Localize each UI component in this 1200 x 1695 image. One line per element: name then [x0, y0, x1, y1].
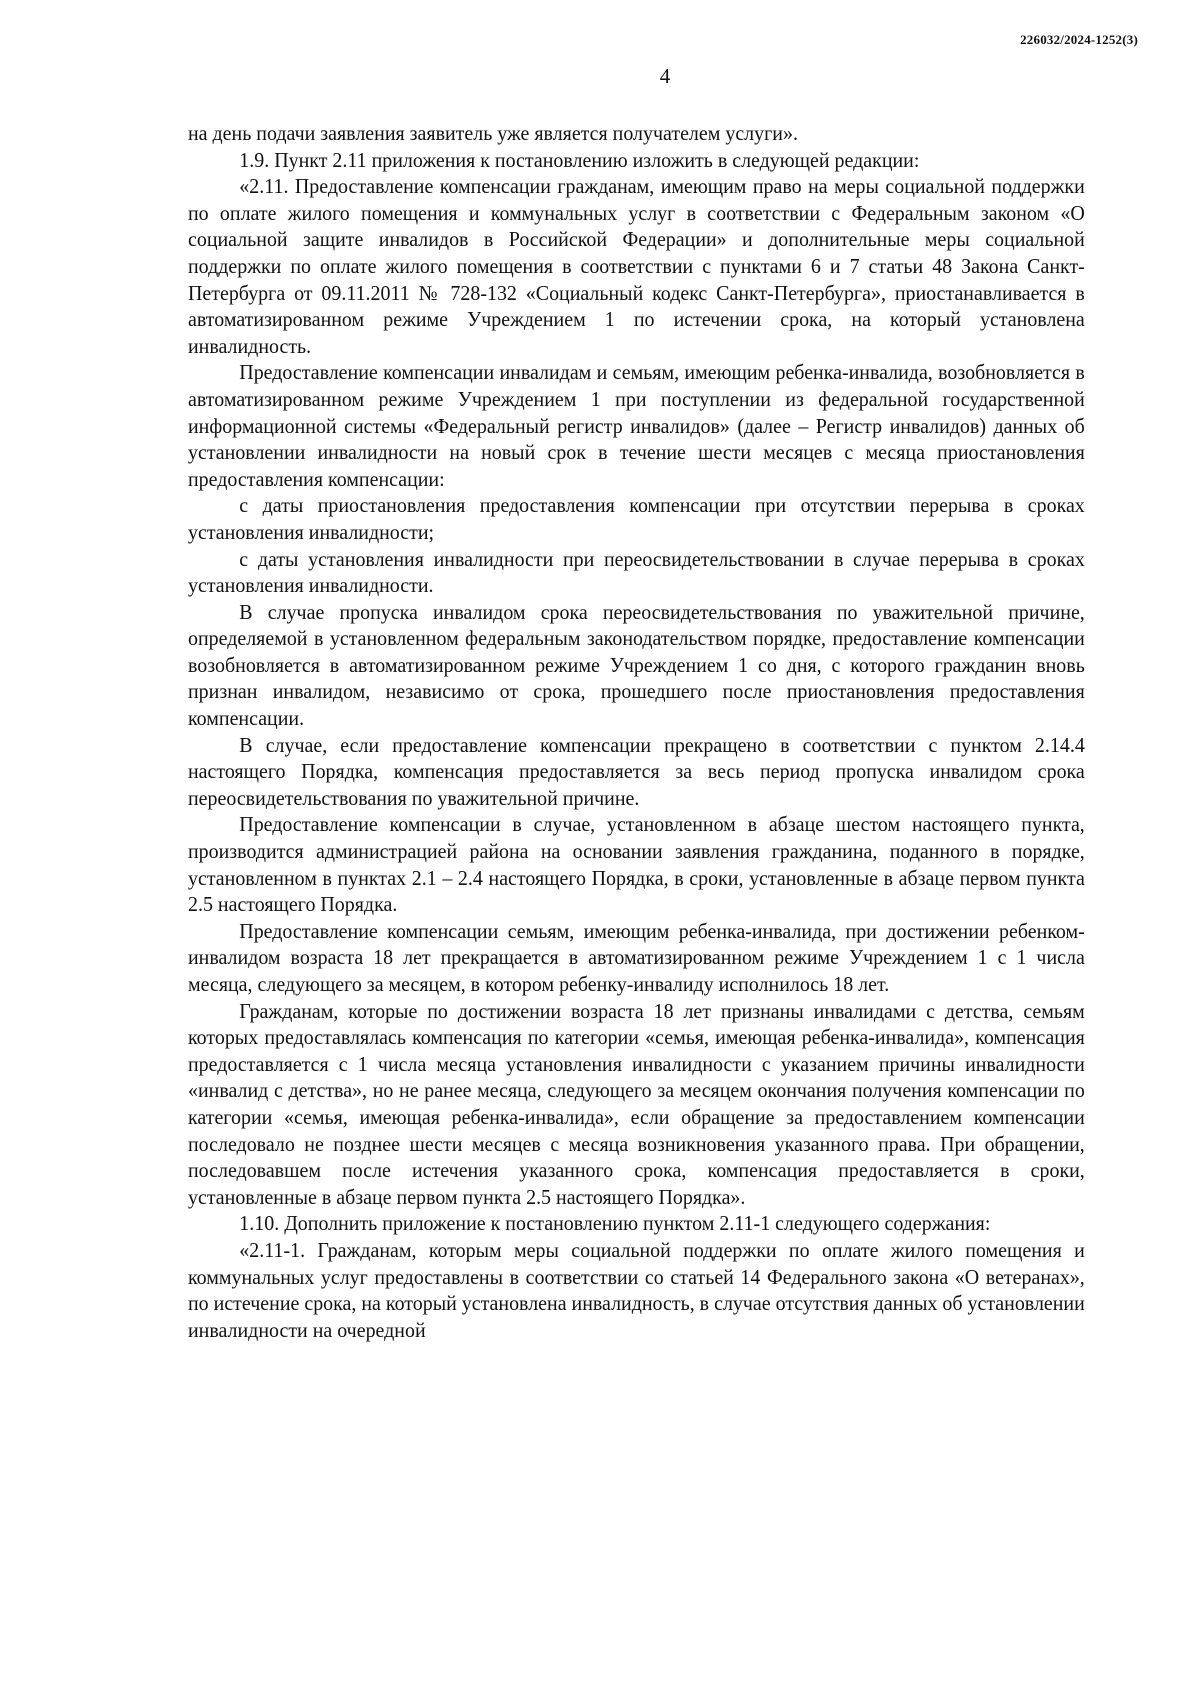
document-registration-number: 226032/2024-1252(3) [1020, 32, 1138, 47]
paragraph: «2.11-1. Гражданам, которым меры социальной поддержки по оплате жилого помещения и коммунальных услуг предоставлены в соответствии со статьей 14 Федерального закона «О ветеранах», по истечение срока, на который установлена инвалидность, в случае отсутствия данных об установлении инвалидности на очередной [188, 1237, 1085, 1342]
paragraph: с даты установления инвалидности при переосвидетельствовании в случае перерыва в сроках установления инвалидности. [188, 546, 1085, 598]
paragraph: «2.11. Предоставление компенсации гражданам, имеющим право на меры социальной поддержки по оплате жилого помещения и коммунальных услуг в соответствии с Федеральным законом «О социальной защите инвалидов в Российской Федерации» и дополнительные меры социальной поддержки по оплате жилого помещения в соответствии с пунктами 6 и 7 статьи 48 Закона Санкт-Петербурга от 09.11.2011 № 728-132 «Социальный кодекс Санкт-Петербурга», приостанавливается в автоматизированном режиме Учреждением 1 по истечении срока, на который установлена инвалидность. [188, 174, 1085, 358]
paragraph: Предоставление компенсации инвалидам и семьям, имеющим ребенка-инвалида, возобновляется в автоматизированном режиме Учреждением 1 при поступлении из федеральной государственной информационной системы «Федеральный регистр инвалидов» (далее – Регистр инвалидов) данных об установлении инвалидности на новый срок в течение шести месяцев с месяца приостановления предоставления компенсации: [188, 360, 1085, 491]
page-number: 4 [659, 64, 671, 88]
paragraph: 1.9. Пункт 2.11 приложения к постановлению изложить в следующей редакции: [239, 147, 920, 172]
paragraph: с даты приостановления предоставления компенсации при отсутствии перерыва в сроках установления инвалидности; [188, 493, 1085, 544]
document-body [188, 120, 1085, 1343]
paragraph: В случае, если предоставление компенсации прекращено в соответствии с пунктом 2.14.4 настоящего Порядка, компенсация предоставляется за весь период пропуска инвалидом срока переосвидетельствования по уважительной причине. [188, 732, 1085, 810]
paragraph: В случае пропуска инвалидом срока переосвидетельствования по уважительной причине, определяемой в установленном федеральным законодательством порядке, предоставление компенсации возобновляется в автоматизированном режиме Учреждением 1 со дня, с которого гражданин вновь признан инвалидом, независимо от срока, прошедшего после приостановления предоставления компенсации. [188, 599, 1085, 731]
paragraph: Предоставление компенсации семьям, имеющим ребенка-инвалида, при достижении ребенком-инвалидом возраста 18 лет прекращается в автоматизированном режиме Учреждением 1 с 1 числа месяца, следующего за месяцем, в котором ребенку-инвалиду исполнилось 18 лет. [188, 918, 1085, 996]
paragraph: Предоставление компенсации в случае, установленном в абзаце шестом настоящего пункта, производится администрацией района на основании заявления гражданина, поданного в порядке, установленном в пунктах 2.1 – 2.4 настоящего Порядка, в сроки, установленные в абзаце первом пункта 2.5 настоящего Порядка. [188, 812, 1085, 917]
paragraph: Гражданам, которые по достижении возраста 18 лет признаны инвалидами с детства, семьям которых предоставлялась компенсация по категории «семья, имеющая ребенка-инвалида», компенсация предоставляется с 1 числа месяца установления инвалидности с указанием причины инвалидности «инвалид с детства», но не ранее месяца, следующего за месяцем окончания получения компенсации по категории «семья, имеющая ребенка-инвалида», если обращение за предоставлением компенсации последовало не позднее шести месяцев с месяца возникновения указанного права. При обращении, последовавшем после истечения указанного срока, компенсация предоставляется в сроки, установленные в абзаце первом пункта 2.5 настоящего Порядка». [188, 998, 1085, 1209]
paragraph: на день подачи заявления заявитель уже является получателем услуги». [188, 121, 798, 145]
paragraph: 1.10. Дополнить приложение к постановлению пунктом 2.11-1 следующего содержания: [239, 1211, 991, 1236]
